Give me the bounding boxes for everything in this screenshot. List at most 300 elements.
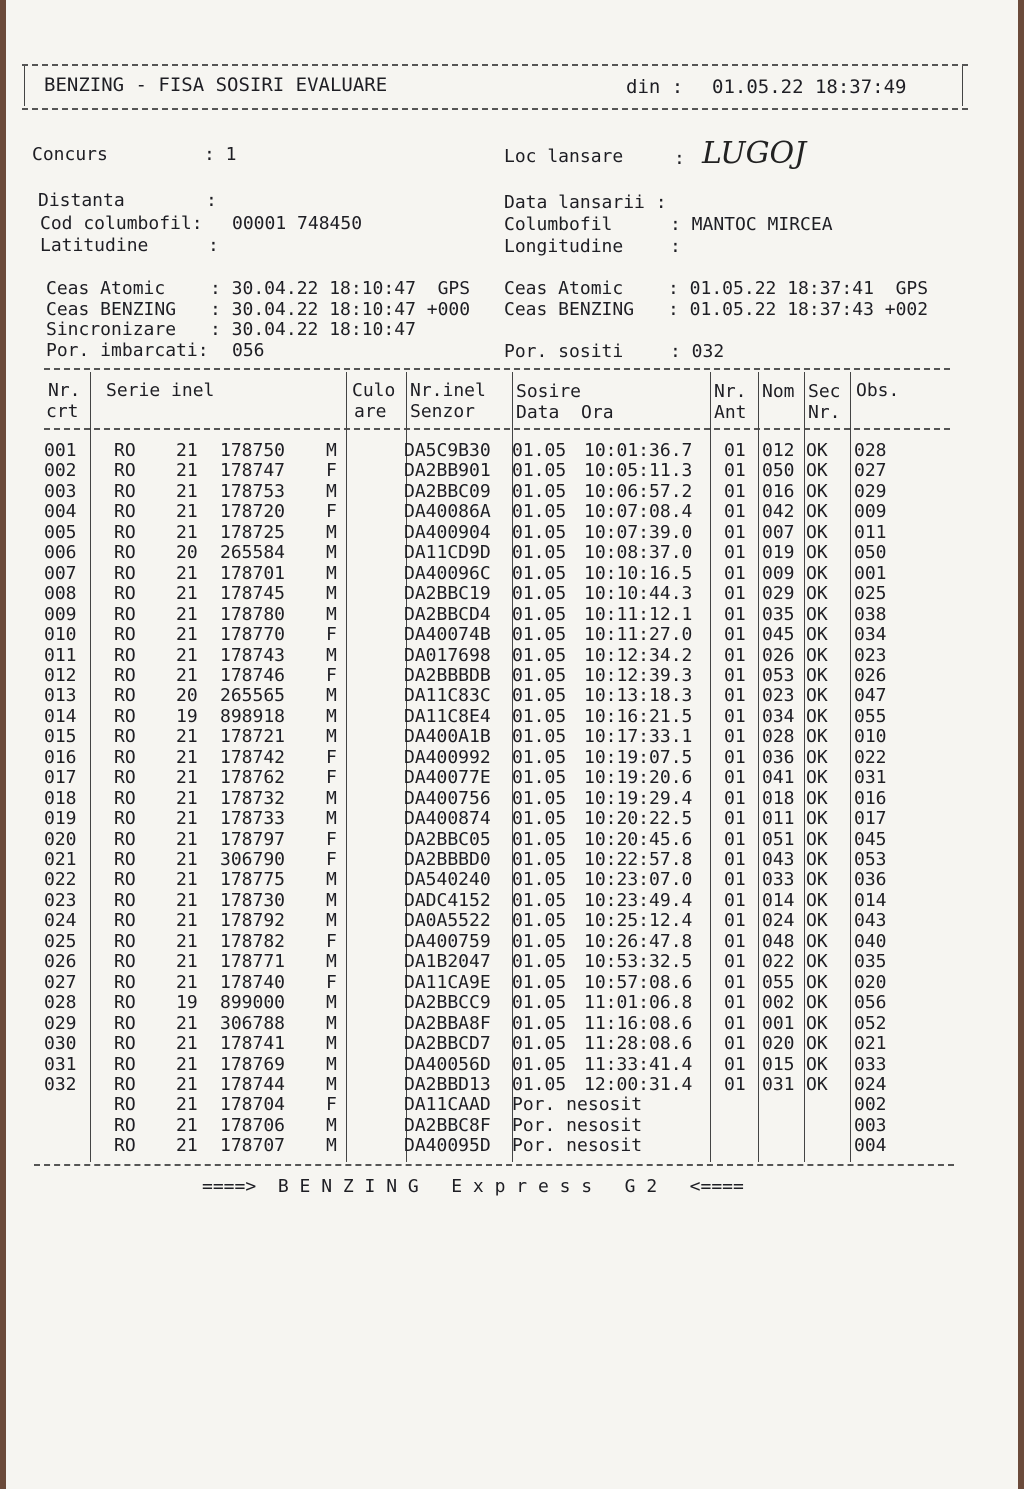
row-ring-number: 178747 [220, 460, 286, 482]
row-sex: F [326, 767, 337, 789]
row-nr: 004 [44, 501, 77, 523]
row-year: 21 [176, 603, 198, 625]
row-country: RO [114, 951, 136, 973]
row-sec: OK [806, 542, 828, 564]
row-obs: 004 [854, 1135, 887, 1157]
row-nr: 007 [44, 562, 77, 584]
table-row [6, 972, 1018, 992]
row-year: 20 [176, 685, 198, 707]
footer-text: ====> B E N Z I N G E x p r e s s G 2 <==== [202, 1176, 744, 1197]
row-ring-number: 178720 [220, 501, 286, 523]
row-year: 21 [176, 930, 198, 952]
ceas-benzing-start-value: : 30.04.22 18:10:47 +000 [210, 299, 471, 320]
row-country: RO [114, 1135, 136, 1157]
table-row [6, 563, 1018, 583]
row-date: 01.05 [512, 971, 567, 993]
row-country: RO [114, 480, 136, 502]
row-country: RO [114, 767, 136, 789]
row-sec: OK [806, 951, 828, 973]
row-nr: 005 [44, 521, 77, 543]
row-obs: 045 [854, 828, 887, 850]
row-year: 21 [176, 1033, 198, 1055]
row-nr: 029 [44, 1012, 77, 1034]
row-nom: 036 [762, 746, 795, 768]
row-obs: 047 [854, 685, 887, 707]
row-country: RO [114, 562, 136, 584]
row-obs: 014 [854, 889, 887, 911]
row-sec: OK [806, 583, 828, 605]
row-nom: 011 [762, 808, 795, 830]
row-nr: 011 [44, 644, 77, 666]
row-date: 01.05 [512, 828, 567, 850]
longitudine-value: : [670, 236, 681, 257]
row-ant: 01 [724, 1073, 746, 1095]
col-header-ant: Ant [714, 402, 747, 423]
row-date: 01.05 [512, 440, 567, 461]
row-ring-number: 178775 [220, 869, 286, 891]
row-sensor: DA11C83C [404, 685, 491, 707]
row-ring-number: 178782 [220, 930, 286, 952]
row-time: 10:10:44.3 [584, 583, 693, 605]
row-sex: F [326, 501, 337, 523]
row-ring-number: 178771 [220, 951, 286, 973]
row-nr: 006 [44, 542, 77, 564]
row-ring-number: 898918 [220, 705, 286, 727]
row-obs: 023 [854, 644, 887, 666]
row-sec: OK [806, 521, 828, 543]
row-time: 10:12:39.3 [584, 664, 693, 686]
row-ring-number: 178733 [220, 808, 286, 830]
row-nr: 030 [44, 1033, 77, 1055]
row-time: 10:07:39.0 [584, 521, 693, 543]
table-row [6, 706, 1018, 726]
table-row [6, 992, 1018, 1012]
row-ant: 01 [724, 869, 746, 891]
row-sec: OK [806, 562, 828, 584]
row-year: 21 [176, 1094, 198, 1116]
document-title: BENZING - FISA SOSIRI EVALUARE [44, 74, 388, 96]
row-ring-number: 178743 [220, 644, 286, 666]
row-year: 19 [176, 992, 198, 1014]
header-right-border [962, 66, 963, 106]
row-nr: 028 [44, 992, 77, 1014]
table-row [6, 869, 1018, 889]
row-date: 01.05 [512, 685, 567, 707]
col-header-nr-inel: Nr.inel [410, 380, 486, 401]
row-obs: 043 [854, 910, 887, 932]
row-country: RO [114, 1094, 136, 1116]
row-date: 01.05 [512, 624, 567, 646]
table-row [6, 460, 1018, 480]
row-sensor: DA400759 [404, 930, 491, 952]
cod-columbofil-value: 00001 748450 [232, 213, 363, 234]
row-nr: 019 [44, 808, 77, 830]
row-ring-number: 178769 [220, 1053, 286, 1075]
table-row [6, 747, 1018, 767]
row-time: 10:20:22.5 [584, 808, 693, 830]
row-nr: 017 [44, 767, 77, 789]
table-row [6, 767, 1018, 787]
row-sensor: DA40056D [404, 1053, 491, 1075]
row-year: 21 [176, 808, 198, 830]
col-header-sec-nr: Nr. [808, 402, 841, 423]
row-year: 21 [176, 664, 198, 686]
row-date: 01.05 [512, 480, 567, 502]
table-row [6, 910, 1018, 930]
ceas-benzing-end-label: Ceas BENZING [504, 299, 635, 320]
row-obs: 027 [854, 460, 887, 482]
distanta-label: Distanta [38, 190, 125, 211]
row-nr: 023 [44, 889, 77, 911]
row-sex: F [326, 828, 337, 850]
row-year: 21 [176, 460, 198, 482]
row-obs: 016 [854, 787, 887, 809]
row-sensor: DA11CA9E [404, 971, 491, 993]
ceas-atomic-end-value: : 01.05.22 18:37:41 GPS [668, 278, 929, 299]
row-obs: 017 [854, 808, 887, 830]
row-sex: M [326, 562, 337, 584]
row-ant: 01 [724, 787, 746, 809]
row-year: 21 [176, 1114, 198, 1136]
row-time: 10:11:12.1 [584, 603, 693, 625]
row-sex: M [326, 603, 337, 625]
row-date: 01.05 [512, 767, 567, 789]
row-nr: 026 [44, 951, 77, 973]
row-year: 21 [176, 849, 198, 870]
table-row [6, 829, 1018, 849]
row-country: RO [114, 930, 136, 952]
row-country: RO [114, 460, 136, 482]
row-sensor: DADC4152 [404, 889, 491, 911]
por-imbarcati-label: Por. imbarcati: [46, 340, 209, 361]
table-row [6, 951, 1018, 971]
row-time: 10:10:16.5 [584, 562, 693, 584]
row-year: 21 [176, 869, 198, 891]
row-nr: 008 [44, 583, 77, 605]
row-ring-number: 178741 [220, 1033, 286, 1055]
row-ring-number: 178780 [220, 603, 286, 625]
row-ring-number: 178762 [220, 767, 286, 789]
row-sex: M [326, 705, 337, 727]
latitudine-value: : [208, 235, 219, 256]
row-sensor: DA2BBC19 [404, 583, 491, 605]
row-ring-number: 178753 [220, 480, 286, 502]
table-row [6, 1054, 1018, 1074]
row-year: 21 [176, 644, 198, 666]
row-ant: 01 [724, 705, 746, 727]
row-sex: M [326, 480, 337, 502]
row-sex: F [326, 624, 337, 646]
por-imbarcati-value: 056 [232, 340, 265, 361]
row-nr: 002 [44, 460, 77, 482]
row-sex: M [326, 1135, 337, 1157]
row-date: 01.05 [512, 460, 567, 482]
row-nr: 027 [44, 971, 77, 993]
row-sex: M [326, 1012, 337, 1034]
loc-lansare-colon: : [674, 148, 685, 169]
row-ant: 01 [724, 726, 746, 748]
row-ring-number: 178730 [220, 889, 286, 911]
row-country: RO [114, 828, 136, 850]
row-country: RO [114, 910, 136, 932]
row-sensor: DA400874 [404, 808, 491, 830]
row-ant: 01 [724, 992, 746, 1014]
row-sec: OK [806, 685, 828, 707]
row-ant: 01 [724, 624, 746, 646]
col-header-crt: crt [46, 401, 79, 422]
table-row [6, 440, 1018, 460]
row-nom: 007 [762, 521, 795, 543]
row-sec: OK [806, 1073, 828, 1095]
row-sex: F [326, 1094, 337, 1116]
row-country: RO [114, 971, 136, 993]
row-sec: OK [806, 808, 828, 830]
row-sensor: DA5C9B30 [404, 440, 491, 461]
row-sensor: DA400904 [404, 521, 491, 543]
row-year: 21 [176, 521, 198, 543]
row-date: 01.05 [512, 951, 567, 973]
row-nr: 022 [44, 869, 77, 891]
row-sensor: DA40096C [404, 562, 491, 584]
row-nom: 048 [762, 930, 795, 952]
row-sex: M [326, 869, 337, 891]
row-sec: OK [806, 726, 828, 748]
row-country: RO [114, 808, 136, 830]
col-header-are: are [354, 401, 387, 422]
row-nr: 018 [44, 787, 77, 809]
row-nom: 014 [762, 889, 795, 911]
concurs-label: Concurs [32, 144, 108, 165]
row-date: 01.05 [512, 869, 567, 891]
row-sec: OK [806, 849, 828, 870]
row-sec: OK [806, 767, 828, 789]
row-nr: 009 [44, 603, 77, 625]
table-row [6, 624, 1018, 644]
row-sensor: DA2BBC8F [404, 1114, 491, 1136]
row-country: RO [114, 685, 136, 707]
row-time: 10:25:12.4 [584, 910, 693, 932]
table-row [6, 645, 1018, 665]
row-year: 19 [176, 705, 198, 727]
row-ring-number: 178770 [220, 624, 286, 646]
printout-paper [6, 0, 1018, 1489]
table-row [6, 890, 1018, 910]
row-time: 10:12:34.2 [584, 644, 693, 666]
row-country: RO [114, 746, 136, 768]
row-sex: F [326, 664, 337, 686]
row-sex: M [326, 951, 337, 973]
row-sec: OK [806, 787, 828, 809]
row-sex: M [326, 910, 337, 932]
row-obs: 033 [854, 1053, 887, 1075]
row-time: 10:08:37.0 [584, 542, 693, 564]
table-row [6, 481, 1018, 501]
row-ant: 01 [724, 1012, 746, 1034]
row-country: RO [114, 603, 136, 625]
longitudine-label: Longitudine [504, 236, 624, 257]
table-row [6, 849, 1018, 869]
row-nr: 015 [44, 726, 77, 748]
col-header-nom: Nom [762, 381, 795, 402]
row-time: 10:57:08.6 [584, 971, 693, 993]
row-obs: 052 [854, 1012, 887, 1034]
row-ring-number: 178746 [220, 664, 286, 686]
row-time: 10:26:47.8 [584, 930, 693, 952]
table-row [6, 1033, 1018, 1053]
row-time: 10:23:49.4 [584, 889, 693, 911]
row-ant: 01 [724, 603, 746, 625]
row-time: 10:19:29.4 [584, 787, 693, 809]
row-date: 01.05 [512, 910, 567, 932]
row-time: 11:33:41.4 [584, 1053, 693, 1075]
ceas-atomic-start-value: : 30.04.22 18:10:47 GPS [210, 278, 471, 299]
row-nom: 053 [762, 664, 795, 686]
row-time: 10:19:07.5 [584, 746, 693, 768]
row-sec: OK [806, 1012, 828, 1034]
row-sex: M [326, 889, 337, 911]
col-header-obs: Obs. [856, 380, 900, 401]
table-row [6, 604, 1018, 624]
ceas-benzing-end-value: : 01.05.22 18:37:43 +002 [668, 299, 929, 320]
row-obs: 053 [854, 849, 887, 870]
table-bottom-border [34, 1164, 954, 1166]
row-sensor: DA11C8E4 [404, 705, 491, 727]
row-ring-number: 178701 [220, 562, 286, 584]
row-country: RO [114, 664, 136, 686]
ceas-benzing-start-label: Ceas BENZING [46, 299, 177, 320]
row-sex: M [326, 1053, 337, 1075]
row-year: 20 [176, 542, 198, 564]
row-sex: M [326, 521, 337, 543]
row-sec: OK [806, 501, 828, 523]
row-sec: OK [806, 603, 828, 625]
row-nom: 055 [762, 971, 795, 993]
cod-columbofil-label: Cod columbofil: [40, 213, 203, 234]
row-ring-number: 306790 [220, 849, 286, 870]
col-header-senzor: Senzor [410, 401, 476, 422]
row-obs: 025 [854, 583, 887, 605]
row-ring-number: 178740 [220, 971, 286, 993]
row-sex: F [326, 746, 337, 768]
row-ant: 01 [724, 501, 746, 523]
row-ant: 01 [724, 808, 746, 830]
row-ant: 01 [724, 480, 746, 502]
row-ring-number: 178704 [220, 1094, 286, 1116]
row-year: 21 [176, 583, 198, 605]
row-nom: 026 [762, 644, 795, 666]
row-nr: 020 [44, 828, 77, 850]
row-sex: F [326, 849, 337, 870]
row-sex: M [326, 542, 337, 564]
row-date: 01.05 [512, 849, 567, 870]
row-time: 10:11:27.0 [584, 624, 693, 646]
row-nr: 012 [44, 664, 77, 686]
row-ring-number: 265584 [220, 542, 286, 564]
row-time: 10:01:36.7 [584, 440, 693, 461]
row-nom: 051 [762, 828, 795, 850]
table-row [6, 931, 1018, 951]
row-nom: 023 [762, 685, 795, 707]
row-sex: F [326, 930, 337, 952]
row-ant: 01 [724, 542, 746, 564]
row-nr: 014 [44, 705, 77, 727]
row-nom: 016 [762, 480, 795, 502]
row-nr: 010 [44, 624, 77, 646]
row-sensor: DA2BBCD4 [404, 603, 491, 625]
row-sex: F [326, 460, 337, 482]
row-ant: 01 [724, 583, 746, 605]
row-nom: 042 [762, 501, 795, 523]
row-nom: 015 [762, 1053, 795, 1075]
row-country: RO [114, 440, 136, 461]
row-nom: 020 [762, 1033, 795, 1055]
row-year: 21 [176, 951, 198, 973]
row-nom: 002 [762, 992, 795, 1014]
row-time: 10:53:32.5 [584, 951, 693, 973]
row-country: RO [114, 849, 136, 870]
loc-lansare-handwritten: LUGOJ [702, 136, 807, 171]
row-obs: 050 [854, 542, 887, 564]
row-nom: 033 [762, 869, 795, 891]
row-sex: M [326, 1033, 337, 1055]
row-country: RO [114, 726, 136, 748]
row-ant: 01 [724, 971, 746, 993]
row-year: 21 [176, 910, 198, 932]
row-nom: 009 [762, 562, 795, 584]
row-ant: 01 [724, 767, 746, 789]
row-nom: 045 [762, 624, 795, 646]
row-ant: 01 [724, 521, 746, 543]
por-sositi-label: Por. sositi [504, 341, 624, 362]
row-country: RO [114, 705, 136, 727]
row-ring-number: 899000 [220, 992, 286, 1014]
row-obs: 026 [854, 664, 887, 686]
row-time: 12:00:31.4 [584, 1073, 693, 1095]
row-ant: 01 [724, 910, 746, 932]
row-sex: M [326, 1114, 337, 1136]
row-sensor: DA400992 [404, 746, 491, 768]
row-date: 01.05 [512, 521, 567, 543]
row-obs: 021 [854, 1033, 887, 1055]
row-ring-number: 178797 [220, 828, 286, 850]
row-sex: M [326, 726, 337, 748]
row-date: 01.05 [512, 583, 567, 605]
row-obs: 056 [854, 992, 887, 1014]
col-header-sec: Sec [808, 381, 841, 402]
row-obs: 024 [854, 1073, 887, 1095]
col-header-nr: Nr. [48, 380, 81, 401]
table-row [6, 542, 1018, 562]
row-year: 21 [176, 971, 198, 993]
row-sensor: DA400A1B [404, 726, 491, 748]
row-date: 01.05 [512, 542, 567, 564]
row-time: 10:17:33.1 [584, 726, 693, 748]
row-obs: 010 [854, 726, 887, 748]
row-ring-number: 265565 [220, 685, 286, 707]
row-country: RO [114, 1073, 136, 1095]
row-country: RO [114, 521, 136, 543]
row-sec: OK [806, 1053, 828, 1075]
row-obs: 001 [854, 562, 887, 584]
table-row [6, 685, 1018, 705]
row-sensor: DA2BBA8F [404, 1012, 491, 1034]
row-date: 01.05 [512, 603, 567, 625]
row-country: RO [114, 1053, 136, 1075]
row-year: 21 [176, 480, 198, 502]
row-sec: OK [806, 460, 828, 482]
row-ring-number: 178742 [220, 746, 286, 768]
row-year: 21 [176, 1135, 198, 1157]
